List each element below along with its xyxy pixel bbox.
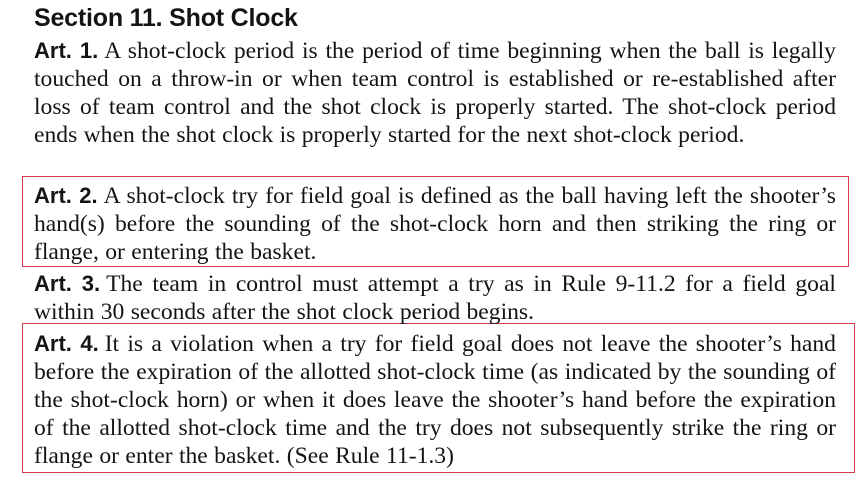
article-3-text: The team in control must attempt a try as in Rule 9-11.2 for a field goal within 30 seconds after the shot clock period begins. xyxy=(34,271,836,325)
article-3-label: Art. 3. xyxy=(34,271,101,296)
article-3 xyxy=(34,270,836,326)
article-4-text: It is a violation when a try for field goal does not leave the shooter’s hand before the expiration of the allotted shot-clock time (as indicated by the sounding of the shot-clock horn) or when it does leave the shooter’s hand before the expiration of the allotted shot-clock time and the try does not subsequently strike the ring or flange or enter the basket. (See Rule 11-1.3) xyxy=(34,331,836,469)
article-2 xyxy=(34,182,836,266)
article-2-label: Art. 2. xyxy=(34,183,98,208)
article-2-text: A shot-clock try for field goal is defined as the ball having left the shooter’s hand(s) before the sounding of the shot-clock horn and then striking the ring or flange, or entering the basket. xyxy=(34,183,836,265)
article-4 xyxy=(34,330,836,470)
article-4-label: Art. 4. xyxy=(34,331,99,356)
article-1 xyxy=(34,37,836,149)
section-title: Section 11. Shot Clock xyxy=(34,4,298,32)
article-1-text: A shot-clock period is the period of time beginning when the ball is legally touched on a throw-in or when team control is established or re-established after loss of team control and the shot clock is properly started. The shot-clock period ends when the shot clock is properly started for the next shot-clock period. xyxy=(34,38,836,148)
article-1-label: Art. 1. xyxy=(34,38,99,63)
